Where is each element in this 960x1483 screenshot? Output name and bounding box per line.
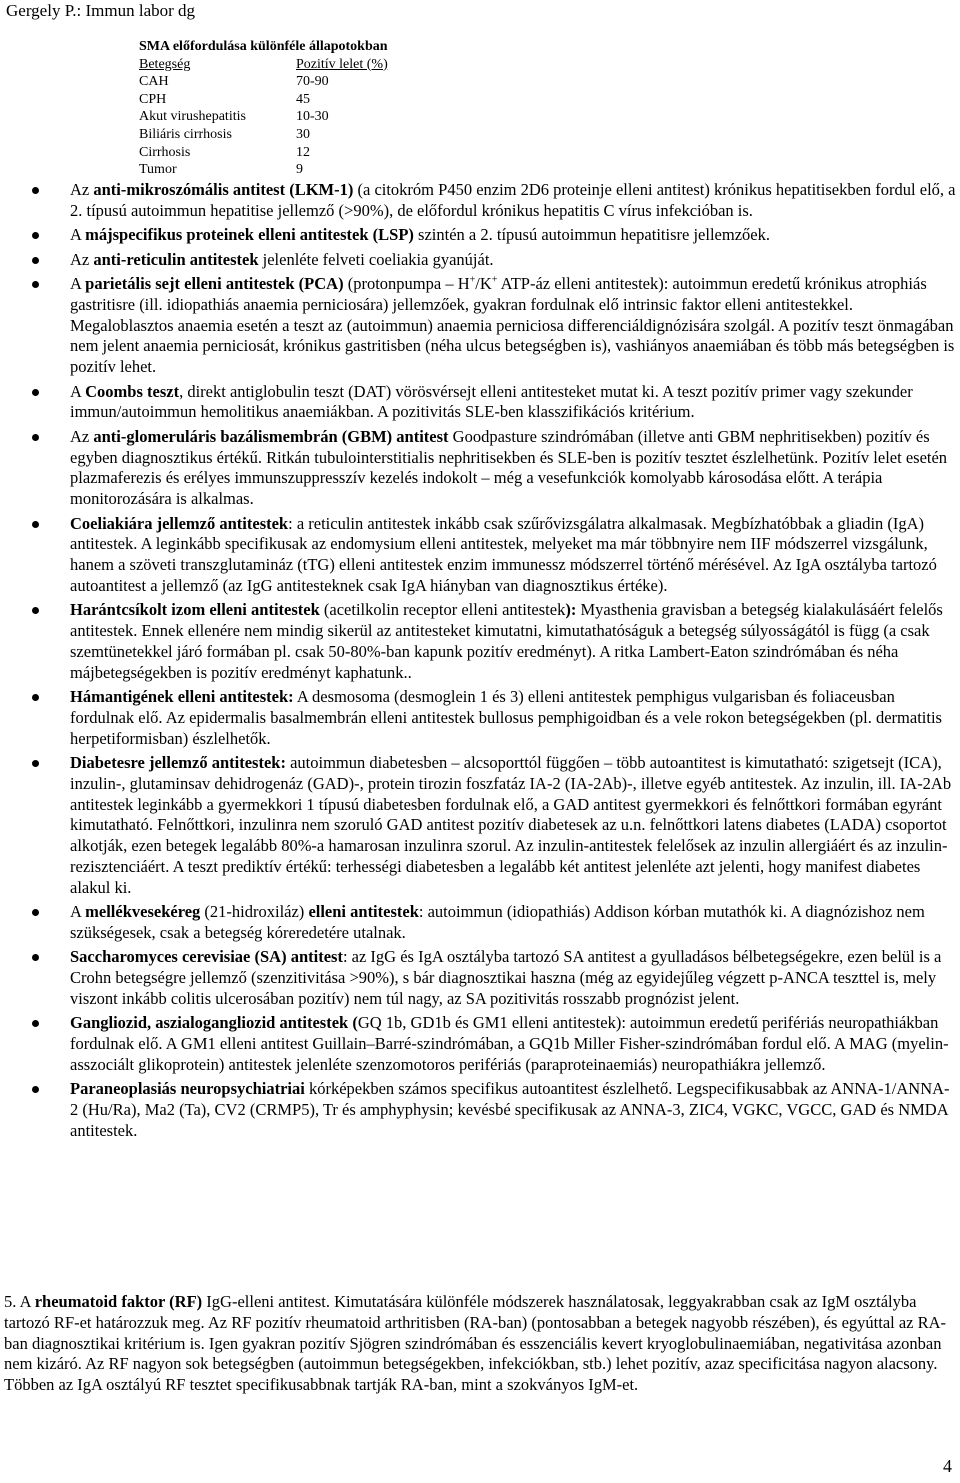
bullet-icon (32, 434, 39, 441)
sma-cell-value: 12 (296, 144, 310, 160)
text-run: szintén a 2. típusú autoimmun hepatitisre jellemzőek. (413, 225, 770, 245)
bold-term: Harántcsíkolt izom elleni antitestek (70, 600, 320, 620)
text-run: A (70, 381, 86, 401)
superscript: + (469, 274, 476, 286)
table-row (139, 144, 388, 162)
sma-cell-value: 70-90 (296, 74, 329, 90)
list-item (0, 250, 960, 271)
text-run: autoimmun diabetesben – alcsoporttól függően – több autoantitest is kimutatható: szigetsejt (ICA), inzulin-, glutaminsav dehidrogenáz (GAD)-, protein tirozin foszfatáz IA-2 (IA-2Ab)-, illetve egyéb antitestek. Az inzulin, ill. IA-2Ab antitestek leginkább a gyermekkori 1 típusú diabetesben fordulnak elő, a GAD antitest gyermekkori és felnőttkori formában egyránt kimutatható. Felnőttkori, inzulinra nem szoruló GAD antitest pozitív diabetesek az u.n. felnőttkori latens diabetes (LADA) csoportot alkotják, ezen betegek legalább 80%-a hamarosan inzulinra szorul. Az inzulin-antitestek felelősek az inzulin allergiáért és az inzulin-rezisztenciáért. A teszt prediktív értékű: terhességi diabetesben a legalább két antitest jelenléte azt jelenti, hogy manifest diabetes alakul ki. (70, 753, 952, 897)
sma-cell-name: CAH (139, 74, 169, 90)
list-item (0, 947, 960, 1009)
text-run: (protonpumpa – H (343, 273, 470, 293)
list-item (0, 225, 960, 246)
list-item (0, 382, 960, 424)
sma-table-header (139, 56, 388, 74)
bold-term: mellékvesekéreg (85, 902, 201, 922)
bullet-icon (32, 1020, 39, 1027)
text-run: /K (475, 273, 492, 293)
text-run: A (70, 225, 86, 245)
sma-cell-value: 30 (296, 126, 310, 142)
bold-term: Diabetesre jellemző antitestek: (70, 753, 286, 773)
bold-term: Hámantigének elleni antitestek: (70, 687, 294, 707)
table-row (139, 161, 388, 179)
text-run: Goodpasture szindrómában (illetve anti GBM nephritisekben) pozitív és egyben diagnosztikus értékű. Ritkán tubulointerstitialis nephritisekben és SLE-ben is pozitív tesztet észlelhetünk. Pozitív lelet esetén plazmaferezis és erélyes immunszuppresszív kezelés indokolt – még a vesefunkciók komolyabb károsodása előtt. A terápia monitorozására is alkalmas. (70, 426, 948, 509)
bullet-icon (32, 954, 39, 961)
page-header: Gergely P.: Immun labor dg (6, 1, 196, 20)
page-number: 4 (943, 1456, 952, 1476)
text-run: kórképekben számos specifikus autoantitest észlelhető. Legspecifikusabbak az ANNA-1/ANNA-2 (Hu/Ra), Ma2 (Ta), CV2 (CRMP5), Tr és amphyphysin; kevésbé specifikusak az ANNA-3, ZIC4, VGKC, VGCC, GAD és NMDA antitestek. (70, 1079, 950, 1140)
sma-cell-value: 45 (296, 91, 310, 107)
table-row (139, 73, 388, 91)
sma-cell-name: CPH (139, 91, 167, 107)
bold-term: Coombs teszt (85, 381, 180, 401)
bullet-icon (32, 521, 39, 528)
text-run: ATP-áz elleni antitestek): autoimmun eredetű krónikus atrophiás gastritisre (ill. idiopathiás anaemia perniciosára) jellemzőek, gyakran fordulnak elő intrinsic faktor elleni antitestekkel. Megaloblasztos anaemia esetén a teszt az (autoimmun) anaemia perniciosa differenciáldignózisára szolgál. A pozitív teszt önmagában nem jelent anaemia perniciosát, krónikus gastritisben (néha ulcus betegségben is), vashiányos anaemiában és több más betegségben is pozitív lehet. (70, 273, 955, 377)
bold-term: Paraneoplasiás neuropsychiatriai (70, 1079, 305, 1099)
text-run: IgG-elleni antitest. Kimutatására különféle módszerek használatosak, leggyakrabban csak az IgM osztályba tartozó RF-et határozzuk meg. Az RF pozitív rheumatoid arthritisben (RA-ban) (pontosabban a betegek nagyobb részében), és egyúttal az RA-ban diagnosztikai kritérium is. Igen gyakran pozitív Sjögren szindrómában és esszenciális kevert kryoglobulinaemiában, negativitása azonban nem kizáró. Az RF nagyon sok betegségben (autoimmun betegségekben, infekciókban, stb.) lehet pozitív, azaz specificitása nagyon alacsony. Többen az IgA osztályú RF tesztet specifikusabbnak tartják RA-ban, mint a szokványos IgM-et. (4, 1292, 947, 1395)
bold-term: Coeliakiára jellemző antitestek (70, 513, 289, 533)
bullet-icon (32, 760, 39, 767)
bullet-icon (32, 909, 39, 916)
bold-term: rheumatoid faktor (RF) (34, 1292, 203, 1311)
list-item (0, 600, 960, 683)
bullet-icon (32, 187, 39, 194)
text-run: , direkt antiglobulin teszt (DAT) vörösvérsejt elleni antitesteket mutat ki. A teszt pozitív primer vagy szekunder immun/autoimmun hemolitikus anaemiákban. A pozitivitás SLE-ben klasszifikációs kritérium. (70, 381, 913, 422)
bold-term: parietális sejt elleni antitestek (PCA) (85, 273, 344, 293)
text-run: jelenléte felveti coeliakia gyanúját. (258, 249, 494, 269)
sma-cell-name: Tumor (139, 162, 177, 178)
list-item (0, 1013, 960, 1075)
bold-term: ): (565, 600, 577, 620)
bullet-icon (32, 694, 39, 701)
list-item (0, 274, 960, 378)
section-5-paragraph (4, 1292, 956, 1396)
antibody-bullet-list (0, 180, 960, 1145)
text-run: : autoimmun (idiopathiás) Addison kórban mutathók ki. A diagnózishoz nem szükségesek, csak a betegség kóreredetére utalnak. (70, 902, 925, 943)
text-run: (a citokróm P450 enzim 2D6 proteinje elleni antitest) krónikus hepatitisekben fordul elő, a 2. típusú autoimmun hepatitise jellemző (>90%), de előfordul krónikus hepatitis C vírus infekcióban is. (70, 180, 956, 220)
text-run: (acetilkolin receptor elleni antitestek (319, 600, 566, 620)
table-row (139, 108, 388, 126)
text-run: A (70, 902, 86, 922)
bullet-icon (32, 1086, 39, 1093)
table-row (139, 91, 388, 109)
bold-term: Gangliozid, aszialogangliozid antitestek ( (70, 1013, 358, 1033)
list-item (0, 753, 960, 899)
bullet-icon (32, 257, 39, 264)
bold-term: anti-mikroszómális antitest (LKM-1) (93, 180, 354, 199)
list-item (0, 902, 960, 944)
text-run: Myasthenia gravisban a betegség kialakulásáért felelős antitestek. Ennek ellenére nem mindig sikerül az antitesteket kimutatni, kimutathatóságuk a betegség súlyosságától is függ (a csak szemtünetekkel járó formában pl. csak 50-80%-ban kapunk pozitív eredményt). A ritka Lambert-Eaton szindrómában és néha májbetegségekben is pozitív eredményt kaphatunk.. (70, 600, 943, 682)
text-run: A (70, 273, 86, 293)
list-item (0, 1079, 960, 1141)
sma-cell-name: Akut virushepatitis (139, 109, 246, 125)
text-run: (21-hidroxiláz) (200, 902, 309, 922)
sma-cell-name: Biliáris cirrhosis (139, 126, 232, 142)
bold-term: elleni antitestek (308, 902, 419, 922)
sma-cell-value: 9 (296, 162, 303, 178)
list-item (0, 180, 960, 222)
text-run: Az (70, 249, 94, 269)
table-row (139, 126, 388, 144)
bullet-icon (32, 281, 39, 288)
sma-table (139, 38, 388, 179)
sma-cell-value: 10-30 (296, 109, 329, 125)
text-run: : az IgG és IgA osztályba tartozó SA antitest a gyulladásos bélbetegségekre, ezen belül is a Crohn betegségre jellemző (szenzitivitása >90%), s bár diagnosztikai haszna (még az egyidejűleg végzett p-ANCA teszttel is, mely viszont inkább colitis ulcerosában pozitív) nem túl nagy, az SA pozitivitás rosszabb prognózist jelent. (70, 947, 942, 1009)
bold-term: májspecifikus proteinek elleni antitestek (LSP) (85, 225, 414, 245)
sma-col-positive: Pozitív lelet (%) (296, 56, 388, 72)
list-item (0, 514, 960, 597)
sma-cell-name: Cirrhosis (139, 144, 191, 160)
sma-col-disease: Betegség (139, 56, 191, 72)
bullet-icon (32, 607, 39, 614)
bold-term: Saccharomyces cerevisiae (SA) antitest (70, 947, 343, 967)
bold-term: anti-reticulin antitestek (93, 249, 259, 269)
text-run: : a reticulin antitestek inkább csak szűrővizsgálatra alkalmasak. Megbízhatóbbak a gliadin (IgA) antitestek. A leginkább specifikusak az endomysium elleni antitestek, melyeket ma már többnyire nem IIF módszerrel vizsgálunk, hanem a szöveti transzglutamináz (tTG) elleni antitestek enzim immunessz módszerrel történő mérésével. Az IgA osztályba tartozó autoantitest a jellemző (az IgG antitesteknek csak IgA hiányban van diagnosztikus értéke). (70, 513, 937, 595)
text-run: 5. A (4, 1292, 35, 1311)
list-item (0, 687, 960, 749)
text-run: Az (70, 180, 94, 199)
bullet-icon (32, 389, 39, 396)
text-run: GQ 1b, GD1b és GM1 elleni antitestek): autoimmun eredetű perifériás neuropathiákban fordulnak elő. A GM1 elleni antitest Guillain–Barré-szindrómában, a GQ1b Miller Fisher-szindrómában fordul elő. A MAG (myelin-asszociált glikoprotein) antitestek jelenléte szenzomotoros perifériás (paraproteinaemiás) neuropathiákra jellemző. (70, 1013, 949, 1074)
text-run: Az (70, 426, 94, 446)
bold-term: anti-glomeruláris bazálismembrán (GBM) antitest (93, 426, 449, 446)
superscript: + (491, 274, 498, 286)
text-run: A desmosoma (desmoglein 1 és 3) elleni antitestek pemphigus vulgarisban és foliaceusban fordulnak elő. Az epidermalis basalmembrán elleni antitestek bullosus pemphigoidban és a vele rokon betegségekben (pl. dermatitis herpetiformisban) észlelhetők. (70, 687, 942, 748)
list-item (0, 427, 960, 510)
sma-table-title: SMA előfordulása különféle állapotokban (139, 39, 388, 54)
bullet-icon (32, 232, 39, 239)
